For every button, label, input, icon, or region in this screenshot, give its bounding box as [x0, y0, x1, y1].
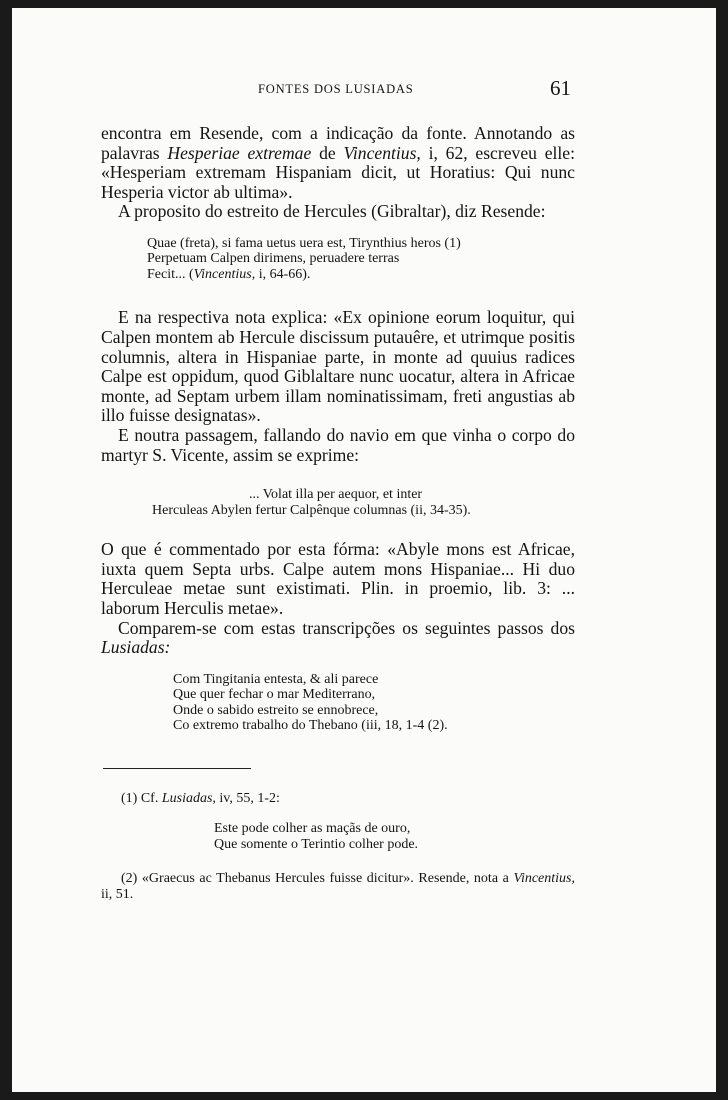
footnote-1-verse-1: Este pode colher as maçãs de ouro,: [214, 820, 411, 836]
p1-text-a: encontra em Resende, com a indicação da fonte. Annotando as palavras: [101, 123, 575, 163]
quote-3-line-3: Onde o sabido estreito se ennobrece,: [173, 702, 379, 718]
quote-3: [101, 672, 575, 734]
quote-1: [101, 236, 575, 283]
fn1-italic: Lusiadas,: [161, 790, 216, 806]
paragraph-5: O que é commentado por esta fórma: «Abyle mons est Africae, iuxta quem Septa urbs. Calpe autem mons Hispaniae... Hi duo Herculeae metae sunt existimati. Plin. in proemio, lib. 3: ... laborum Herculis metae».: [101, 539, 575, 618]
quote-1-line-2: Perpetuam Calpen dirimens, peruadere terras: [147, 251, 400, 267]
fn2-italic: Vincentius,: [513, 870, 575, 886]
paragraph-4: E noutra passagem, fallando do navio em que vinha o corpo do martyr S. Vicente, assim se exprime:: [101, 425, 575, 465]
quote-3-line-4: Co extremo trabalho do Thebano (iii, 18, 1-4 (2).: [173, 718, 448, 734]
p1-italic-hesperiae: Hesperiae extremae: [167, 142, 312, 163]
q1-l3-a: Fecit... (: [147, 266, 194, 282]
running-title: FONTES DOS LUSIADAS: [258, 82, 414, 96]
fn2-a: (2) «Graecus ac Thebanus Hercules fuisse dicitur». Resende, nota a: [121, 870, 514, 886]
quote-2: [101, 487, 575, 518]
p1-text-c: de: [311, 142, 344, 163]
paragraph-2: A proposito do estreito de Hercules (Gibraltar), diz Resende:: [118, 201, 546, 222]
footnote-2: [101, 871, 575, 903]
p1-italic-vincentius: Vincentius,: [343, 142, 421, 163]
paragraph-6: [101, 619, 575, 658]
running-header: [0, 76, 728, 100]
fn1-a: (1) Cf.: [121, 790, 162, 806]
quote-3-line-2: Que quer fechar o mar Mediterrano,: [173, 687, 376, 703]
paragraph-1: [101, 124, 575, 202]
p6-text-a: Comparem-se com estas transcripções os seguintes passos dos: [118, 617, 575, 638]
footnote-1-verse-2: Que somente o Terintio colher pode.: [214, 836, 419, 852]
footnote-1: [121, 791, 575, 807]
paragraph-3: E na respectiva nota explica: «Ex opinione eorum loquitur, qui Calpen montem ab Hercule discissum putauêre, et utrimque positis columnis, altera in Hispaniae parte, in monte ad quuius radices Calpe est oppidum, quod Giblaltare nunc uocatur, altera in Africae monte, ad Septam urbem illam nominatissimam, freti angustias ab illo fuisse designatas».: [101, 307, 575, 426]
q1-l3-c: i, 64-66).: [255, 266, 311, 282]
page-body: [101, 124, 575, 903]
fn1-c: iv, 55, 1-2:: [215, 790, 280, 806]
quote-1-line-1: Quae (freta), si fama uetus uera est, Tirynthius heros (1): [147, 235, 461, 251]
quote-1-line-3: [147, 267, 575, 283]
fn2-c: ii, 51.: [101, 886, 134, 902]
p6-italic-lusiadas: Lusiadas:: [101, 637, 171, 658]
page-number: 61: [550, 76, 571, 100]
quote-2-line-2: Herculeas Abylen fertur Calpênque columnas (ii, 34-35).: [152, 502, 471, 518]
quote-3-line-1: Com Tingitania entesta, & ali parece: [173, 671, 379, 687]
q1-l3-italic: Vincentius,: [193, 266, 256, 282]
quote-2-line-1: ... Volat illa per aequor, et inter: [249, 487, 423, 503]
p1-text-e: i, 62, escreveu elle: «Hesperiam extremam Hispaniam dicit, ut Horatius: Qui nunc Hesperia victor ab ultima».: [101, 142, 575, 202]
